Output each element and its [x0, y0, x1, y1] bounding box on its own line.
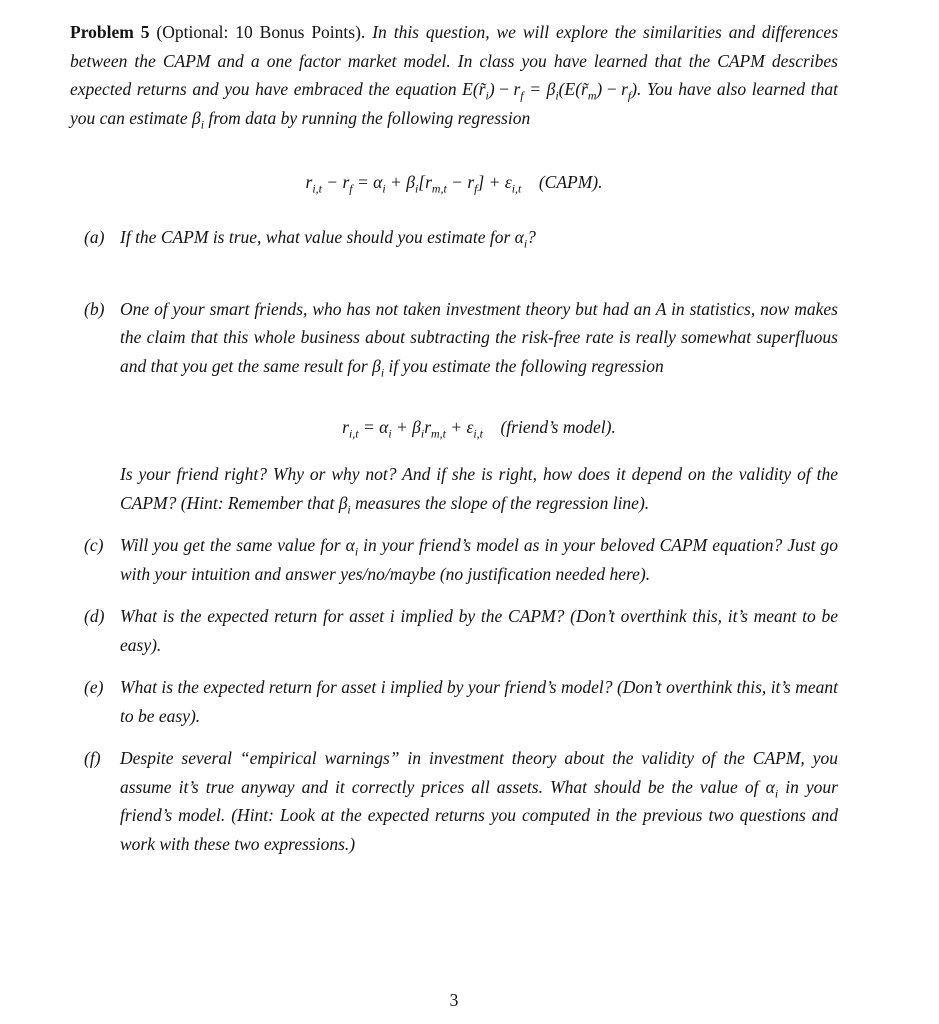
item-label-b: (b) — [84, 298, 105, 319]
friends-model-equation: $r_{i,t} = \alpha_i + \beta_ir_{m,t} + \varepsilon_{i,t}$ (friend’s model). — [342, 417, 616, 441]
problem-item-c — [70, 531, 838, 588]
page-content — [70, 0, 838, 872]
problem-intro-text: In this question, we will explore the similarities and differences between the CAPM and a one factor market model. In class you have learned that the CAPM describes expected returns and you have embraced the equation $E(r̃_i) - r_f$ = $\beta_i(E(r̃_m) - r_f)$. You have also learned that you can estimate $\beta_i$ from data by running the following regression — [70, 22, 839, 131]
problem-subtitle: (Optional: 10 Bonus Points). — [156, 22, 366, 42]
item-body-b — [120, 295, 838, 518]
item-text-e: What is the expected return for asset i implied by your friend’s model? (Don’t overthink this, it’s meant to be easy). — [120, 677, 838, 726]
item-label-c: (c) — [84, 535, 104, 555]
item-label-d: (d) — [84, 606, 105, 626]
item-followup-b: Is your friend right? Why or why not? And if she is right, how does it depend on the validity of the CAPM? (Hint: Remember that $\beta_i$ measures the slope of the regression line). — [120, 464, 838, 516]
problem-item-d — [70, 602, 838, 659]
item-label-f: (f) — [84, 748, 101, 768]
item-text-b: One of your smart friends, who has not taken investment theory but had an A in statistics, now makes the claim that this whole business about subtracting the risk-free rate is really somewhat superfluous and that you get the same result for $\beta_i$ if you estimate the following regression — [120, 298, 838, 379]
item-text-c: Will you get the same value for $\alpha_i$ in your friend’s model as in your beloved CAPM equation? Just go with your intuition and answer yes/no/maybe (no justification needed here). — [120, 535, 838, 584]
problem-title: Problem 5 — [70, 22, 150, 42]
item-text-f: Despite several “empirical warnings” in investment theory about the validity of the CAPM, you assume it’s true anyway and it correctly prices all assets. What should be the value of $\alpha_i$ in your friend’s model. (Hint: Look at the expected returns you computed in the previous two questions and work with these two expressions.) — [120, 748, 838, 854]
problem-item-e — [70, 673, 838, 730]
problem-item-a — [70, 223, 838, 252]
problem-intro — [70, 18, 838, 132]
problem-item-f — [70, 744, 838, 858]
page-number: 3 — [449, 990, 459, 1010]
capm-equation: $r_{i,t} - r_f = \alpha_i + \beta_i[r_{m,t} - r_f] + \varepsilon_{i,t}$ (CAPM). — [305, 172, 603, 196]
item-text-d: What is the expected return for asset i implied by the CAPM? (Don’t overthink this, it’s meant to be easy). — [120, 606, 838, 655]
item-text-a: If the CAPM is true, what value should you estimate for $\alpha_i$? — [120, 227, 536, 251]
problem-item-list — [70, 223, 838, 858]
item-label-e: (e) — [84, 677, 104, 697]
item-label-a: (a) — [84, 227, 105, 247]
problem-item-b — [70, 295, 838, 518]
